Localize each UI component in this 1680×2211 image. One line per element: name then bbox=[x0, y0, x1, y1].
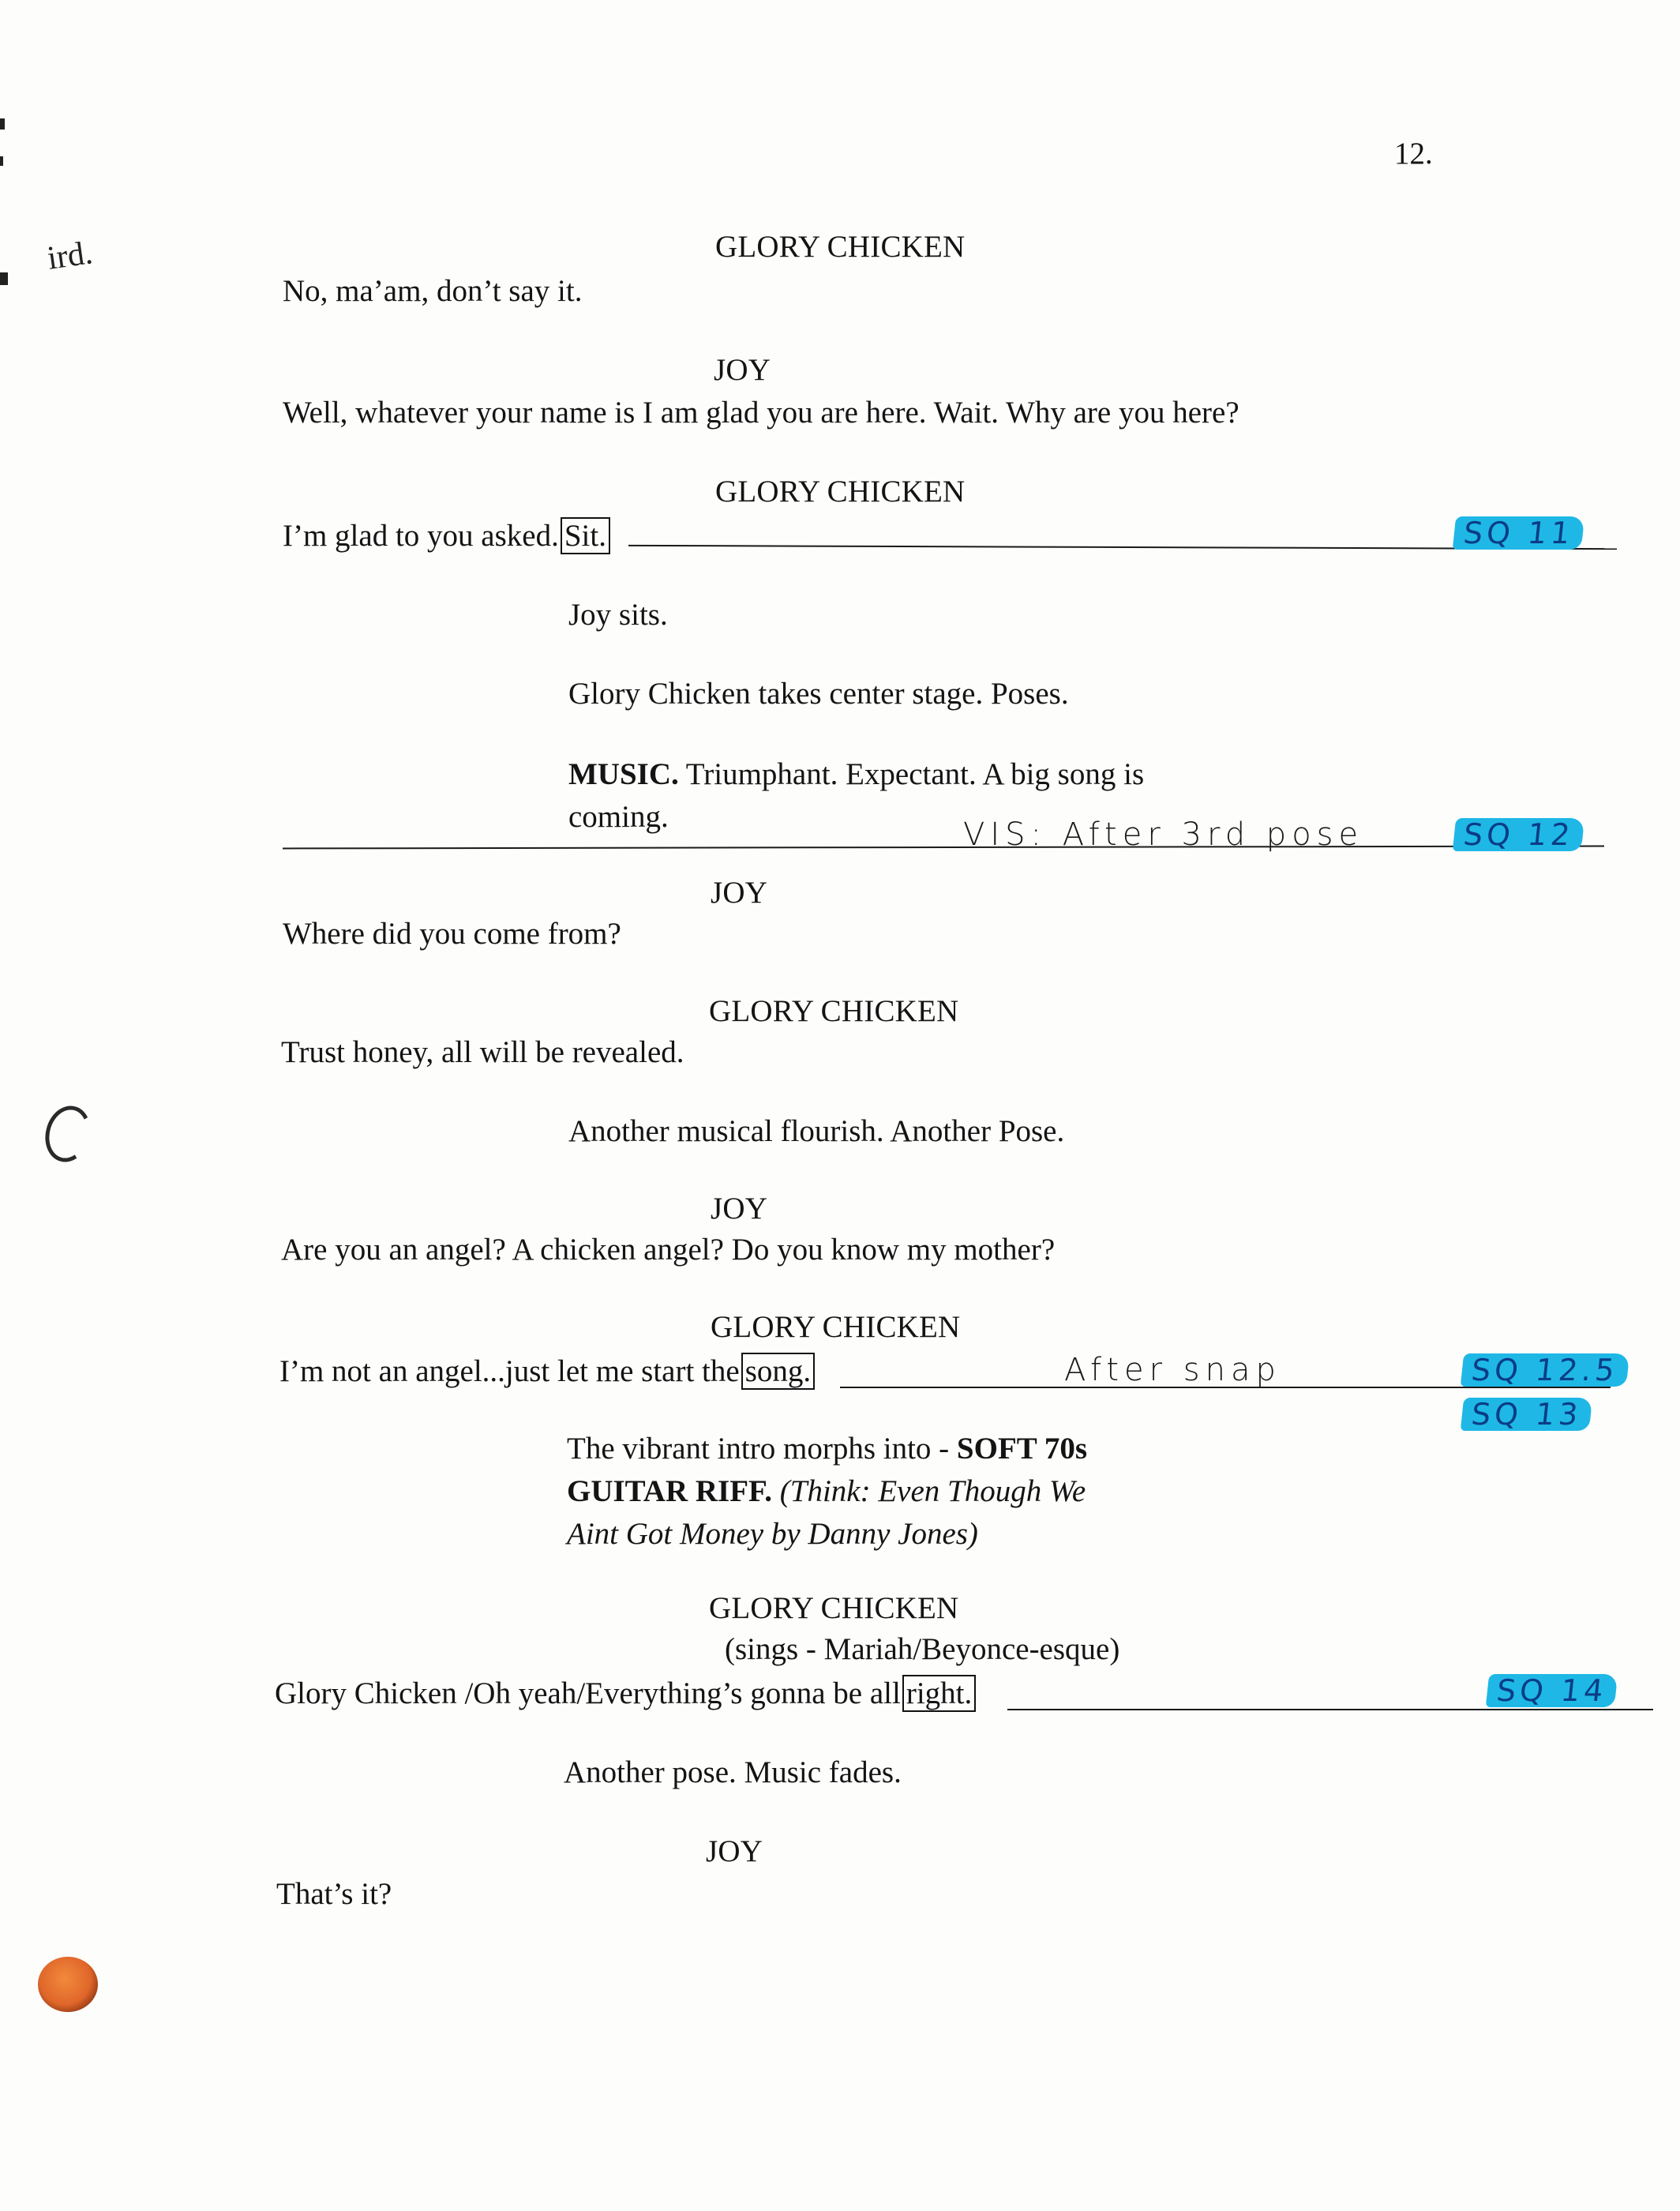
action-text: Triumphant. Expectant. A big song is coming. bbox=[568, 757, 1145, 834]
action-block bbox=[567, 1428, 1135, 1556]
character-cue: GLORY CHICKEN bbox=[709, 994, 959, 1028]
dialogue-text: Glory Chicken /Oh yeah/Everything’s gonna be all bbox=[275, 1676, 901, 1710]
action-emphasis: MUSIC. bbox=[568, 757, 679, 791]
character-cue: JOY bbox=[714, 353, 771, 387]
sq-cue-highlight: SQ 13 bbox=[1461, 1398, 1593, 1431]
cue-line bbox=[1007, 1709, 1653, 1710]
margin-fragment-text: ird. bbox=[45, 235, 96, 277]
edge-mark bbox=[0, 272, 8, 285]
pencil-circle-mark bbox=[39, 1101, 97, 1167]
sq-cue-highlight: SQ 12 bbox=[1453, 818, 1585, 851]
cue-boxed-word: right. bbox=[902, 1675, 976, 1712]
dialogue-line bbox=[279, 1353, 815, 1390]
dialogue-line bbox=[283, 518, 610, 554]
dialogue-line: That’s it? bbox=[276, 1877, 392, 1911]
dialogue-line: Well, whatever your name is I am glad you are here. Wait. Why are you here? bbox=[283, 396, 1239, 430]
parenthetical: (sings - Mariah/Beyonce-esque) bbox=[725, 1632, 1120, 1666]
orange-sticker-dot bbox=[38, 1957, 98, 2012]
cue-boxed-word: Sit. bbox=[561, 517, 610, 554]
character-cue: GLORY CHICKEN bbox=[711, 1310, 961, 1344]
dialogue-line: Where did you come from? bbox=[283, 917, 621, 951]
character-cue: GLORY CHICKEN bbox=[709, 1591, 959, 1625]
cue-line bbox=[283, 846, 1604, 850]
dialogue-text: I’m glad to you asked. bbox=[283, 519, 559, 553]
dialogue-text: I’m not an angel...just let me start the bbox=[279, 1354, 740, 1388]
action-aside: (Think: Even Though We Aint Got Money by Danny Jones) bbox=[567, 1474, 1086, 1551]
action-line: Glory Chicken takes center stage. Poses. bbox=[568, 677, 1069, 711]
character-cue: JOY bbox=[711, 1192, 768, 1226]
handwritten-vis-note: VIS: After 3rd pose bbox=[963, 816, 1364, 853]
character-cue: GLORY CHICKEN bbox=[715, 475, 966, 509]
action-line: Joy sits. bbox=[568, 598, 668, 632]
character-cue: GLORY CHICKEN bbox=[715, 230, 966, 264]
page-number: 12. bbox=[1394, 137, 1433, 171]
action-emphasis: SOFT 70s GUITAR RIFF. bbox=[567, 1432, 1088, 1508]
action-line: Another musical flourish. Another Pose. bbox=[568, 1114, 1065, 1148]
action-line: Another pose. Music fades. bbox=[564, 1755, 902, 1789]
dialogue-line bbox=[275, 1676, 976, 1712]
dialogue-line: No, ma’am, don’t say it. bbox=[283, 274, 583, 308]
sq-cue-highlight: SQ 12.5 bbox=[1461, 1353, 1629, 1387]
action-text: The vibrant intro morphs into - bbox=[567, 1432, 957, 1466]
cue-boxed-word: song. bbox=[741, 1353, 815, 1390]
character-cue: JOY bbox=[711, 876, 768, 910]
dialogue-line: Are you an angel? A chicken angel? Do you know my mother? bbox=[281, 1233, 1056, 1267]
handwritten-snap-note: After snap bbox=[1064, 1352, 1281, 1388]
edge-mark bbox=[0, 118, 5, 130]
sq-cue-highlight: SQ 14 bbox=[1486, 1674, 1618, 1707]
sq-cue-highlight: SQ 11 bbox=[1453, 516, 1585, 550]
character-cue: JOY bbox=[706, 1834, 763, 1868]
dialogue-line: Trust honey, all will be revealed. bbox=[281, 1035, 684, 1069]
edge-mark bbox=[0, 156, 3, 166]
